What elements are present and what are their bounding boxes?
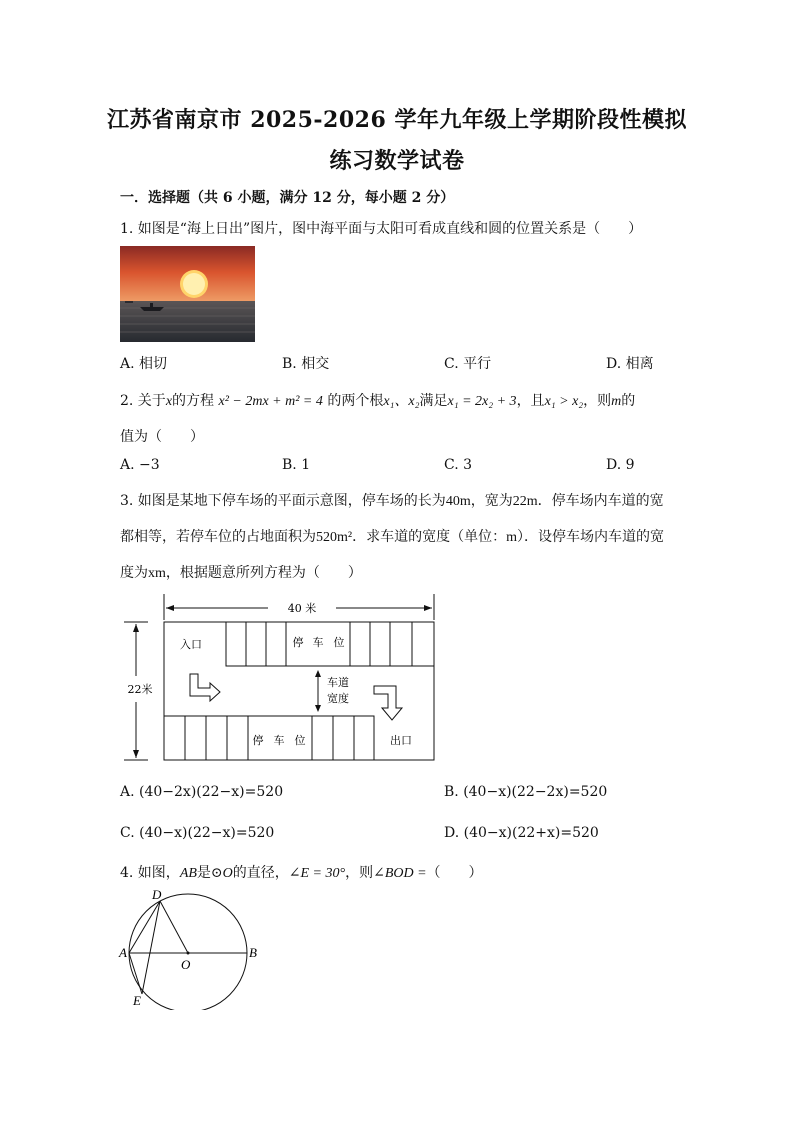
q3-text: ）．设停车场内车道的宽 xyxy=(516,529,664,545)
length-label: 40 米 xyxy=(287,602,317,615)
q3-var-x: xm xyxy=(148,566,166,581)
parking-bottom-char3: 位 xyxy=(294,734,306,747)
q4-text: 4. 如图， xyxy=(120,865,180,881)
q3-text: ，宽为 xyxy=(470,493,513,509)
point-o-label: O xyxy=(181,957,191,972)
q2-stem-line2: 值为（ ） xyxy=(120,429,204,445)
width-label: 22米 xyxy=(127,683,153,696)
q2-option-a[interactable]: A. −3 xyxy=(120,457,160,473)
parking-lot-diagram xyxy=(118,592,438,764)
q3-text: 都相等，若停车位的占地面积为 xyxy=(120,529,316,545)
q2-option-b[interactable]: B. 1 xyxy=(282,457,311,473)
q2-text: 的方程 xyxy=(172,393,215,409)
q1-option-a[interactable]: A. 相切 xyxy=(120,356,168,372)
q2-text: 满足 xyxy=(419,393,448,409)
q3-unit: m xyxy=(506,530,517,545)
q3-stem-line2 xyxy=(120,526,664,546)
q3-length: 40m xyxy=(445,494,471,509)
circle-figure xyxy=(112,884,272,1010)
q4-text: 的直径， xyxy=(232,865,289,881)
q4-text: （ ） xyxy=(426,865,483,881)
q2-option-d[interactable]: D. 9 xyxy=(606,457,635,473)
q3-stem-line1 xyxy=(120,490,664,510)
q3-text: 度为 xyxy=(120,565,148,581)
parking-bottom-char1: 停 xyxy=(252,734,264,747)
section-heading: 一．选择题（共 6 小题，满分 12 分，每小题 2 分） xyxy=(120,190,455,206)
q2-text: ，且 xyxy=(516,393,545,409)
q4-diameter: AB xyxy=(179,866,197,881)
q4-text: ，则 xyxy=(345,865,374,881)
q2-text: 的 xyxy=(621,393,636,409)
q2-condition2: x₁ > x₂ xyxy=(544,394,584,409)
q1-option-c[interactable]: C. 平行 xyxy=(444,356,492,372)
parking-top-char1: 停 xyxy=(292,636,304,649)
lane-label-line2: 宽度 xyxy=(327,692,349,705)
q2-num: 2. 关于 xyxy=(120,393,166,409)
q1-option-d[interactable]: D. 相离 xyxy=(606,356,654,372)
q3-width: 22m xyxy=(512,494,538,509)
q4-circle: ⊙O xyxy=(210,866,233,881)
exit-label: 出口 xyxy=(390,734,412,747)
q3-option-b[interactable]: B. (40−x)(22−2x)=520 xyxy=(444,784,608,800)
q2-condition: x₁ = 2x₂ + 3 xyxy=(447,394,517,409)
q1-stem: 1. 如图是“海上日出”图片，图中海平面与太阳可看成直线和圆的位置关系是（ ） xyxy=(120,221,643,237)
point-a-label: A xyxy=(119,945,127,960)
q3-text: ，根据题意所列方程为（ ） xyxy=(165,565,362,581)
point-e-label: E xyxy=(133,993,141,1008)
parking-top-char2: 车 xyxy=(312,636,324,649)
q3-text: ．求车道的宽度（单位： xyxy=(352,529,507,545)
q4-stem xyxy=(120,862,483,882)
q3-option-d[interactable]: D. (40−x)(22+x)=520 xyxy=(444,825,599,841)
q2-var-m: m xyxy=(611,394,622,409)
q3-text: 3. 如图是某地下停车场的平面示意图，停车场的长为 xyxy=(120,493,446,509)
q2-stem-line1 xyxy=(120,390,635,410)
q2-var-x: x xyxy=(165,394,173,409)
point-b-label: B xyxy=(249,945,257,960)
q4-angle-bod: ∠BOD = xyxy=(373,866,427,881)
entrance-label: 入口 xyxy=(180,638,202,651)
exam-title-line1: 江苏省南京市 2025-2026 学年九年级上学期阶段性模拟 xyxy=(107,107,687,133)
q3-option-c[interactable]: C. (40−x)(22−x)=520 xyxy=(120,825,275,841)
q4-angle-e: ∠E = 30° xyxy=(288,866,346,881)
q3-option-a[interactable]: A. (40−2x)(22−x)=520 xyxy=(120,784,284,800)
q2-option-c[interactable]: C. 3 xyxy=(444,457,473,473)
exam-title-line2: 练习数学试卷 xyxy=(329,148,465,174)
q3-text: ．停车场内车道的宽 xyxy=(537,493,664,509)
lane-label-line1: 车道 xyxy=(327,676,349,689)
point-d-label: D xyxy=(152,887,162,902)
q2-roots: x₁、x₂ xyxy=(383,394,420,409)
parking-bottom-char2: 车 xyxy=(273,734,285,747)
q1-option-b[interactable]: B. 相交 xyxy=(282,356,330,372)
q3-area: 520m² xyxy=(316,530,353,545)
q4-text: 是 xyxy=(196,865,211,881)
q3-stem-line3 xyxy=(120,562,362,582)
q2-text: 的两个根 xyxy=(327,393,384,409)
q2-text: ，则 xyxy=(583,393,612,409)
parking-top-char3: 位 xyxy=(333,636,345,649)
q2-equation: x² − 2mx + m² = 4 xyxy=(218,394,323,409)
sunrise-photo xyxy=(120,246,255,342)
